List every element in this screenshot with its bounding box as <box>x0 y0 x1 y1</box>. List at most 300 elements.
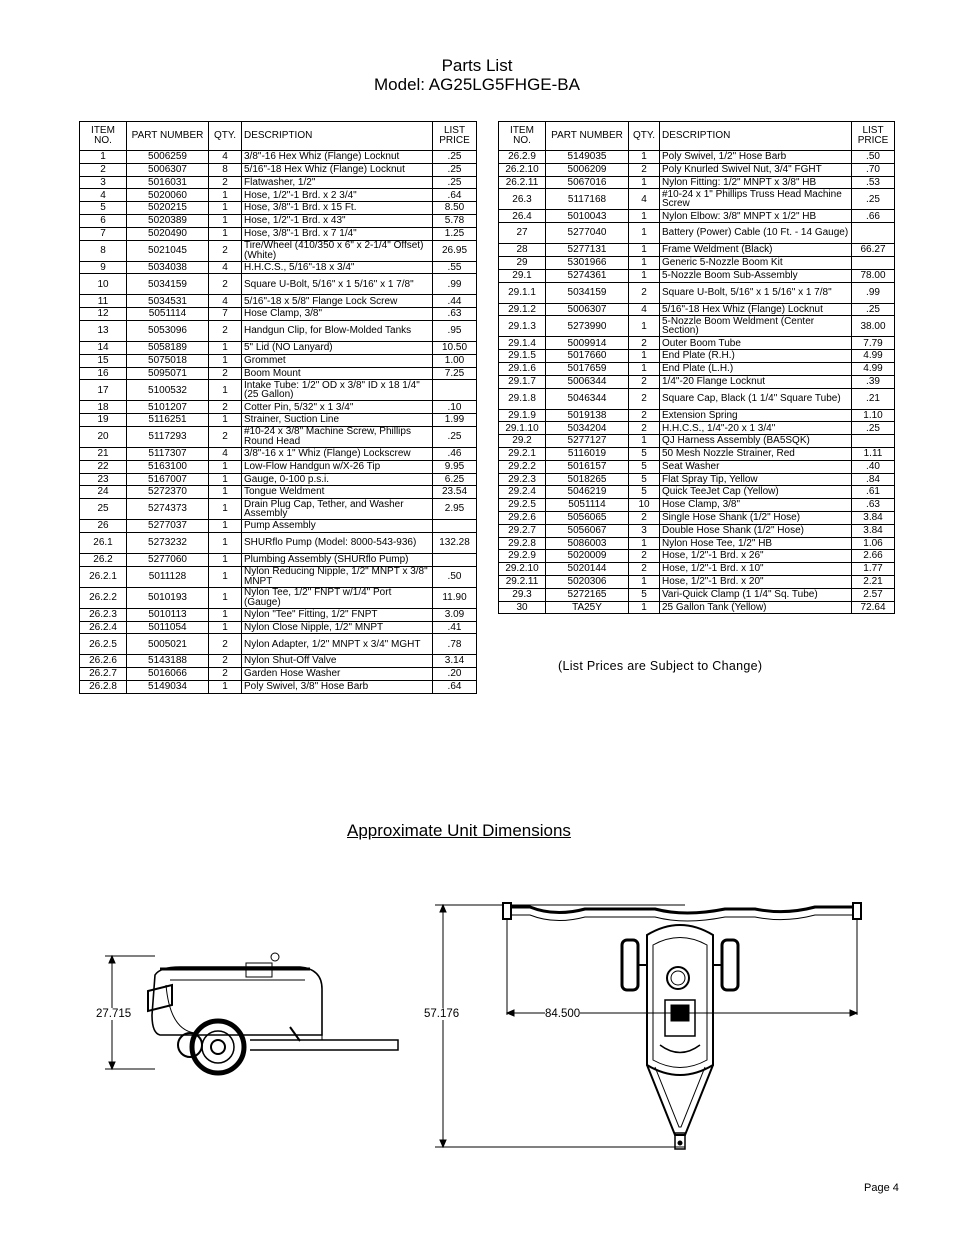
cell-item-no: 16 <box>80 367 127 380</box>
cell-description: Poly Swivel, 1/2" Hose Barb <box>660 151 852 164</box>
cell-description: Vari-Quick Clamp (1 1/4" Sq. Tube) <box>660 588 852 601</box>
cell-qty: 1 <box>209 189 242 202</box>
cell-qty: 3 <box>629 524 660 537</box>
table-row <box>499 575 895 588</box>
table-row <box>80 354 477 367</box>
cell-description: 3/8"-16 Hex Whiz (Flange) Locknut <box>242 151 433 164</box>
cell-part-number: 5010113 <box>127 608 209 621</box>
cell-list-price: 10.50 <box>433 341 477 354</box>
cell-part-number: 5056067 <box>546 524 629 537</box>
table-row <box>499 473 895 486</box>
table-row <box>80 680 477 693</box>
cell-part-number: 5117168 <box>546 189 629 210</box>
cell-description: Plumbing Assembly (SHURflo Pump) <box>242 553 433 566</box>
cell-description: 5" Lid (NO Lanyard) <box>242 341 433 354</box>
cell-description: Extension Spring <box>660 409 852 422</box>
cell-list-price: .21 <box>852 388 895 409</box>
cell-list-price: 1.99 <box>433 414 477 427</box>
cell-qty: 1 <box>209 227 242 240</box>
cell-item-no: 29.2.1 <box>499 447 546 460</box>
cell-item-no: 25 <box>80 499 127 520</box>
cell-description: Intake Tube: 1/2" OD x 3/8" ID x 18 1/4" (25 Gallon) <box>242 380 433 401</box>
cell-item-no: 29.1.7 <box>499 375 546 388</box>
cell-qty: 2 <box>209 426 242 447</box>
cell-list-price: 3.09 <box>433 608 477 621</box>
cell-description: 50 Mesh Nozzle Strainer, Red <box>660 447 852 460</box>
table-header-row <box>80 122 477 151</box>
cell-part-number: 5056065 <box>546 511 629 524</box>
cell-qty: 5 <box>629 486 660 499</box>
table-row <box>499 435 895 448</box>
table-row <box>499 601 895 614</box>
cell-description: Nylon Fitting: 1/2" MNPT x 3/8" HB <box>660 176 852 189</box>
cell-description: Tire/Wheel (410/350 x 6" x 2-1/4" Offset) (White) <box>242 240 433 261</box>
cell-list-price: 2.95 <box>433 499 477 520</box>
cell-qty: 2 <box>629 337 660 350</box>
table-row <box>499 151 895 164</box>
cell-list-price: .63 <box>852 499 895 512</box>
cell-qty: 1 <box>209 621 242 634</box>
table-row <box>499 163 895 176</box>
parts-table-right-body <box>499 151 895 614</box>
cell-item-no: 29.2.10 <box>499 563 546 576</box>
table-row <box>80 261 477 274</box>
table-row <box>499 316 895 337</box>
table-row <box>499 588 895 601</box>
cell-description: SHURflo Pump (Model: 8000-543-936) <box>242 532 433 553</box>
dimensions-heading: Approximate Unit Dimensions <box>347 821 571 840</box>
cell-item-no: 26 <box>80 520 127 533</box>
cell-part-number: 5274373 <box>127 499 209 520</box>
cell-list-price: 9.95 <box>433 460 477 473</box>
cell-description: Flat Spray Tip, Yellow <box>660 473 852 486</box>
table-header-row <box>499 122 895 151</box>
table-row <box>80 189 477 202</box>
col-description: DESCRIPTION <box>660 122 852 151</box>
cell-list-price: 1.10 <box>852 409 895 422</box>
table-row <box>499 210 895 223</box>
cell-list-price <box>852 435 895 448</box>
cell-description: Hose, 3/8"-1 Brd. x 7 1/4" <box>242 227 433 240</box>
table-row <box>80 520 477 533</box>
table-row <box>80 341 477 354</box>
cell-description: Nylon Adapter, 1/2" MNPT x 3/4" MGHT <box>242 634 433 655</box>
cell-item-no: 26.3 <box>499 189 546 210</box>
table-row <box>80 240 477 261</box>
cell-part-number: 5010043 <box>546 210 629 223</box>
cell-item-no: 29.2.8 <box>499 537 546 550</box>
table-row <box>499 350 895 363</box>
cell-list-price <box>433 520 477 533</box>
cell-part-number: 5019138 <box>546 409 629 422</box>
cell-description: Quick TeeJet Cap (Yellow) <box>660 486 852 499</box>
cell-qty: 4 <box>629 303 660 316</box>
cell-item-no: 29.1.3 <box>499 316 546 337</box>
table-row <box>80 473 477 486</box>
cell-part-number: 5277040 <box>546 223 629 244</box>
cell-list-price: .84 <box>852 473 895 486</box>
cell-description: Square U-Bolt, 5/16" x 1 5/16" x 1 7/8" <box>660 282 852 303</box>
cell-qty: 1 <box>209 587 242 608</box>
cell-item-no: 5 <box>80 202 127 215</box>
cell-description: Poly Swivel, 3/8" Hose Barb <box>242 680 433 693</box>
cell-qty: 1 <box>209 532 242 553</box>
cell-list-price: .25 <box>852 303 895 316</box>
cell-part-number: 5051114 <box>127 308 209 321</box>
width-dimension: 84.500 <box>545 1008 581 1020</box>
table-row <box>80 414 477 427</box>
side-view-drawing <box>100 945 410 1080</box>
cell-description: 5-Nozzle Boom Weldment (Center Section) <box>660 316 852 337</box>
cell-item-no: 3 <box>80 176 127 189</box>
cell-list-price: .25 <box>852 189 895 210</box>
cell-description: Cotter Pin, 5/32" x 1 3/4" <box>242 401 433 414</box>
cell-qty: 1 <box>629 350 660 363</box>
cell-item-no: 20 <box>80 426 127 447</box>
cell-item-no: 28 <box>499 244 546 257</box>
table-row <box>499 256 895 269</box>
cell-item-no: 29.2.6 <box>499 511 546 524</box>
table-row <box>499 460 895 473</box>
cell-part-number: 5053096 <box>127 320 209 341</box>
parts-table-left-body <box>80 151 477 694</box>
cell-item-no: 29.2.3 <box>499 473 546 486</box>
cell-list-price: 2.57 <box>852 588 895 601</box>
cell-item-no: 26.1 <box>80 532 127 553</box>
table-row <box>499 269 895 282</box>
cell-item-no: 26.4 <box>499 210 546 223</box>
cell-qty: 2 <box>209 240 242 261</box>
top-view-drawing <box>425 895 865 1160</box>
cell-qty: 1 <box>209 414 242 427</box>
cell-item-no: 24 <box>80 486 127 499</box>
col-part-number: PART NUMBER <box>127 122 209 151</box>
cell-list-price: 7.79 <box>852 337 895 350</box>
cell-item-no: 10 <box>80 274 127 295</box>
cell-qty: 7 <box>209 308 242 321</box>
cell-list-price: 2.66 <box>852 550 895 563</box>
cell-list-price: 3.84 <box>852 511 895 524</box>
cell-qty: 2 <box>629 388 660 409</box>
cell-part-number: 5277131 <box>546 244 629 257</box>
cell-qty: 2 <box>629 375 660 388</box>
cell-description: #10-24 x 3/8" Machine Screw, Phillips Round Head <box>242 426 433 447</box>
table-row <box>499 537 895 550</box>
cell-part-number: 5020009 <box>546 550 629 563</box>
cell-list-price: .99 <box>852 282 895 303</box>
cell-description: Drain Plug Cap, Tether, and Washer Assembly <box>242 499 433 520</box>
cell-part-number: 5272370 <box>127 486 209 499</box>
table-row <box>80 499 477 520</box>
cell-description: Single Hose Shank (1/2" Hose) <box>660 511 852 524</box>
cell-qty: 1 <box>629 176 660 189</box>
cell-list-price: 1.77 <box>852 563 895 576</box>
cell-list-price: .66 <box>852 210 895 223</box>
cell-item-no: 29.2.9 <box>499 550 546 563</box>
cell-item-no: 18 <box>80 401 127 414</box>
cell-list-price: .10 <box>433 401 477 414</box>
table-row <box>499 388 895 409</box>
cell-item-no: 23 <box>80 473 127 486</box>
table-row <box>499 375 895 388</box>
cell-part-number: 5034159 <box>127 274 209 295</box>
cell-part-number: 5005021 <box>127 634 209 655</box>
table-row <box>80 460 477 473</box>
cell-description: Flatwasher, 1/2" <box>242 176 433 189</box>
cell-item-no: 26.2.9 <box>499 151 546 164</box>
cell-qty: 1 <box>629 316 660 337</box>
cell-qty: 5 <box>629 460 660 473</box>
cell-list-price <box>852 256 895 269</box>
cell-item-no: 11 <box>80 295 127 308</box>
cell-item-no: 29.1 <box>499 269 546 282</box>
cell-item-no: 29.1.8 <box>499 388 546 409</box>
cell-part-number: 5020215 <box>127 202 209 215</box>
cell-description: Boom Mount <box>242 367 433 380</box>
cell-item-no: 29.3 <box>499 588 546 601</box>
cell-part-number: 5006307 <box>127 163 209 176</box>
cell-item-no: 6 <box>80 214 127 227</box>
cell-list-price: .55 <box>433 261 477 274</box>
cell-part-number: 5020490 <box>127 227 209 240</box>
cell-item-no: 26.2.10 <box>499 163 546 176</box>
cell-description: Square Cap, Black (1 1/4" Square Tube) <box>660 388 852 409</box>
cell-qty: 1 <box>209 380 242 401</box>
cell-list-price: 132.28 <box>433 532 477 553</box>
table-row <box>80 655 477 668</box>
cell-list-price <box>852 223 895 244</box>
cell-qty: 1 <box>209 566 242 587</box>
cell-description: Battery (Power) Cable (10 Ft. - 14 Gauge) <box>660 223 852 244</box>
cell-list-price: .53 <box>852 176 895 189</box>
cell-description: Outer Boom Tube <box>660 337 852 350</box>
cell-part-number: 5006259 <box>127 151 209 164</box>
cell-list-price: .95 <box>433 320 477 341</box>
page-number: Page 4 <box>864 1182 899 1194</box>
cell-description: Poly Knurled Swivel Nut, 3/4" FGHT <box>660 163 852 176</box>
cell-part-number: 5149034 <box>127 680 209 693</box>
table-row <box>80 566 477 587</box>
cell-list-price: .40 <box>852 460 895 473</box>
table-row <box>499 176 895 189</box>
cell-list-price <box>433 380 477 401</box>
cell-description: Strainer, Suction Line <box>242 414 433 427</box>
table-row <box>80 532 477 553</box>
cell-list-price: 1.11 <box>852 447 895 460</box>
cell-part-number: 5017660 <box>546 350 629 363</box>
cell-description: Frame Weldment (Black) <box>660 244 852 257</box>
table-row <box>499 409 895 422</box>
cell-description: Square U-Bolt, 5/16" x 1 5/16" x 1 7/8" <box>242 274 433 295</box>
cell-list-price: 3.14 <box>433 655 477 668</box>
cell-item-no: 30 <box>499 601 546 614</box>
cell-part-number: 5018265 <box>546 473 629 486</box>
cell-part-number: 5075018 <box>127 354 209 367</box>
cell-qty: 8 <box>209 163 242 176</box>
cell-qty: 5 <box>629 447 660 460</box>
cell-item-no: 7 <box>80 227 127 240</box>
cell-list-price: .25 <box>433 176 477 189</box>
cell-qty: 2 <box>629 163 660 176</box>
cell-qty: 1 <box>209 553 242 566</box>
cell-qty: 1 <box>209 499 242 520</box>
cell-list-price: 78.00 <box>852 269 895 282</box>
cell-part-number: 5273990 <box>546 316 629 337</box>
cell-part-number: 5277037 <box>127 520 209 533</box>
cell-list-price: .25 <box>852 422 895 435</box>
cell-list-price: 7.25 <box>433 367 477 380</box>
cell-part-number: 5034531 <box>127 295 209 308</box>
cell-item-no: 4 <box>80 189 127 202</box>
cell-part-number: 5277127 <box>546 435 629 448</box>
height-dimension: 27.715 <box>96 1008 132 1020</box>
table-row <box>499 223 895 244</box>
cell-description: Double Hose Shank (1/2" Hose) <box>660 524 852 537</box>
cell-part-number: 5017659 <box>546 362 629 375</box>
cell-part-number: 5034038 <box>127 261 209 274</box>
cell-description: 5/16"-18 Hex Whiz (Flange) Locknut <box>660 303 852 316</box>
cell-list-price: 5.78 <box>433 214 477 227</box>
table-row <box>80 308 477 321</box>
cell-item-no: 26.2.7 <box>80 668 127 681</box>
cell-qty: 1 <box>629 362 660 375</box>
cell-item-no: 26.2.1 <box>80 566 127 587</box>
cell-qty: 1 <box>209 680 242 693</box>
cell-description: End Plate (L.H.) <box>660 362 852 375</box>
cell-qty: 1 <box>629 244 660 257</box>
cell-list-price: 23.54 <box>433 486 477 499</box>
cell-qty: 1 <box>629 435 660 448</box>
cell-part-number: 5167007 <box>127 473 209 486</box>
table-row <box>499 524 895 537</box>
cell-qty: 4 <box>209 151 242 164</box>
cell-part-number: 5006209 <box>546 163 629 176</box>
cell-part-number: 5143188 <box>127 655 209 668</box>
cell-part-number: 5101207 <box>127 401 209 414</box>
cell-item-no: 29.2.2 <box>499 460 546 473</box>
cell-description: 5-Nozzle Boom Sub-Assembly <box>660 269 852 282</box>
table-row <box>499 563 895 576</box>
cell-qty: 10 <box>629 499 660 512</box>
cell-item-no: 8 <box>80 240 127 261</box>
cell-list-price: .46 <box>433 447 477 460</box>
cell-item-no: 29.2 <box>499 435 546 448</box>
cell-list-price: .44 <box>433 295 477 308</box>
length-dimension: 57.176 <box>424 1008 460 1020</box>
cell-item-no: 29.2.7 <box>499 524 546 537</box>
cell-qty: 2 <box>629 563 660 576</box>
cell-part-number: 5016157 <box>546 460 629 473</box>
cell-qty: 1 <box>209 460 242 473</box>
cell-part-number: 5051114 <box>546 499 629 512</box>
cell-description: Tongue Weldment <box>242 486 433 499</box>
cell-qty: 1 <box>209 473 242 486</box>
cell-qty: 2 <box>629 422 660 435</box>
table-row <box>80 426 477 447</box>
cell-qty: 5 <box>629 588 660 601</box>
cell-part-number: 5272165 <box>546 588 629 601</box>
col-list-price: LIST PRICE <box>852 122 895 151</box>
cell-part-number: 5046344 <box>546 388 629 409</box>
cell-qty: 1 <box>629 269 660 282</box>
cell-list-price: 1.25 <box>433 227 477 240</box>
cell-part-number: 5010193 <box>127 587 209 608</box>
cell-qty: 2 <box>629 511 660 524</box>
cell-item-no: 17 <box>80 380 127 401</box>
cell-qty: 2 <box>629 550 660 563</box>
cell-list-price: .61 <box>852 486 895 499</box>
cell-part-number: 5011128 <box>127 566 209 587</box>
col-qty: QTY. <box>209 122 242 151</box>
cell-part-number: 5117293 <box>127 426 209 447</box>
cell-qty: 2 <box>209 401 242 414</box>
cell-list-price: 3.84 <box>852 524 895 537</box>
cell-part-number: 5034159 <box>546 282 629 303</box>
cell-list-price: .50 <box>433 566 477 587</box>
cell-item-no: 29.2.4 <box>499 486 546 499</box>
table-row <box>80 163 477 176</box>
cell-part-number: 5009914 <box>546 337 629 350</box>
cell-qty: 1 <box>629 223 660 244</box>
table-row <box>499 189 895 210</box>
cell-item-no: 29.2.5 <box>499 499 546 512</box>
cell-part-number: 5006344 <box>546 375 629 388</box>
cell-description: 5/16"-18 Hex Whiz (Flange) Locknut <box>242 163 433 176</box>
cell-qty: 1 <box>209 341 242 354</box>
col-part-number: PART NUMBER <box>546 122 629 151</box>
cell-description: H.H.C.S., 1/4"-20 x 1 3/4" <box>660 422 852 435</box>
cell-qty: 1 <box>629 601 660 614</box>
parts-table-left <box>79 121 477 694</box>
cell-list-price: 26.95 <box>433 240 477 261</box>
cell-list-price: 4.99 <box>852 362 895 375</box>
cell-part-number: 5274361 <box>546 269 629 282</box>
table-row <box>499 486 895 499</box>
cell-qty: 4 <box>209 261 242 274</box>
cell-list-price: 72.64 <box>852 601 895 614</box>
cell-item-no: 29.2.11 <box>499 575 546 588</box>
table-row <box>499 447 895 460</box>
cell-description: Hose, 1/2"-1 Brd. x 26" <box>660 550 852 563</box>
cell-qty: 2 <box>209 668 242 681</box>
cell-description: Low-Flow Handgun w/X-26 Tip <box>242 460 433 473</box>
cell-qty: 1 <box>629 575 660 588</box>
cell-qty: 2 <box>629 282 660 303</box>
cell-part-number: 5086003 <box>546 537 629 550</box>
table-row <box>499 550 895 563</box>
cell-description: Handgun Clip, for Blow-Molded Tanks <box>242 320 433 341</box>
price-note: (List Prices are Subject to Change) <box>558 659 763 673</box>
cell-list-price: .64 <box>433 680 477 693</box>
cell-list-price: .41 <box>433 621 477 634</box>
table-row <box>499 422 895 435</box>
cell-part-number: 5067016 <box>546 176 629 189</box>
cell-item-no: 12 <box>80 308 127 321</box>
cell-list-price: 66.27 <box>852 244 895 257</box>
cell-description: 5/16"-18 x 5/8" Flange Lock Screw <box>242 295 433 308</box>
cell-item-no: 14 <box>80 341 127 354</box>
cell-description: 1/4"-20 Flange Locknut <box>660 375 852 388</box>
cell-description: Nylon "Tee" Fitting, 1/2" FNPT <box>242 608 433 621</box>
cell-description: Hose, 1/2"-1 Brd. x 43" <box>242 214 433 227</box>
cell-description: Hose, 1/2"-1 Brd. x 10" <box>660 563 852 576</box>
cell-description: 3/8"-16 x 1" Whiz (Flange) Lockscrew <box>242 447 433 460</box>
col-item-no: ITEM NO. <box>499 122 546 151</box>
cell-description: Nylon Tee, 1/2" FNPT w/1/4" Port (Gauge) <box>242 587 433 608</box>
table-row <box>80 621 477 634</box>
table-row <box>80 176 477 189</box>
cell-qty: 2 <box>629 409 660 422</box>
